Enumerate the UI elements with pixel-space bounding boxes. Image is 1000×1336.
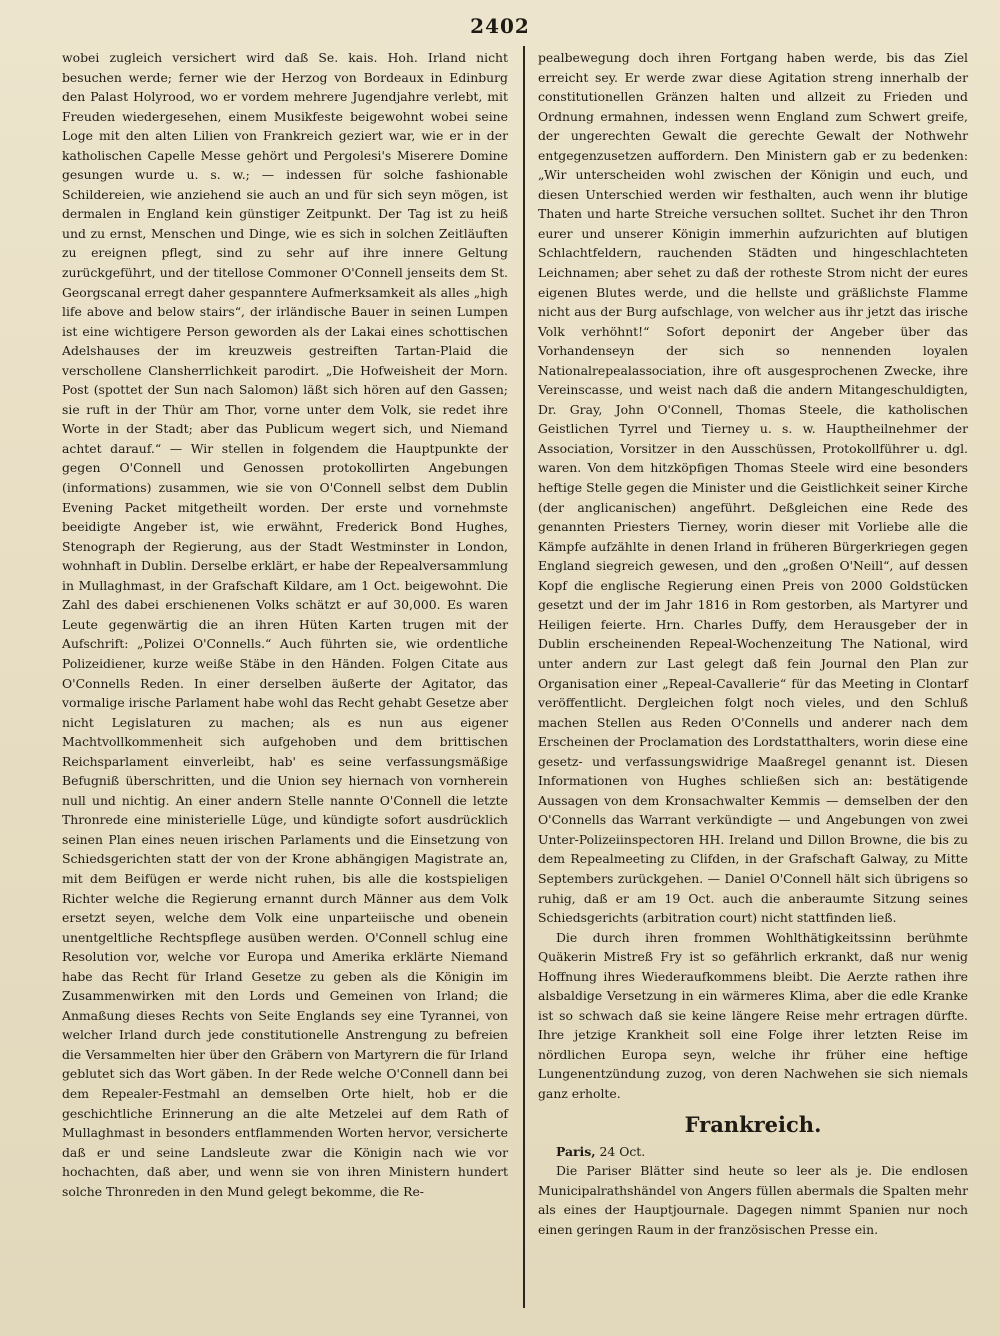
page-number: 2402 xyxy=(470,14,530,38)
article-paragraph: Die durch ihren frommen Wohlthätigkeitssinn berühmte Quäkerin Mistreß Fry ist so gefährlich erkrankt, daß nur wenig Hoffnung ihres Wiederaufkommens bleibt. Die Aerzte rathen ihre alsbaldige Versetzung in ein wärmeres Klima, aber die edle Kranke ist so schwach daß sie keine längere Reise mehr ertragen dürfte. Ihre jetzige Krankheit soll eine Folge ihrer letzten Reise im nördlichen Europa seyn, welche ihr früher eine heftige Lungenentzündung zuzog, von deren Nachwehen sie sich niemals ganz erholte. xyxy=(538,929,968,1101)
dateline xyxy=(538,1142,968,1162)
dateline-date: 24 Oct. xyxy=(595,1143,646,1159)
left-column xyxy=(62,48,508,1201)
right-column xyxy=(538,48,968,1239)
dateline-place: Paris, xyxy=(556,1143,596,1159)
section-heading: Frankreich. xyxy=(684,1111,822,1137)
column-divider xyxy=(523,46,525,1308)
article-paragraph: Die Pariser Blätter sind heute so leer als je. Die endlosen Municipalrathshändel von Angers füllen abermals die Spalten mehr als eines der Hauptjournale. Dagegen nimmt Spanien nur noch einen geringen Raum in der französischen Presse ein. xyxy=(538,1163,968,1237)
article-paragraph: pealbewegung doch ihren Fortgang haben werde, bis das Ziel erreicht sey. Er werde zwar diese Agitation streng innerhalb der constitutionellen Gränzen halten und allzeit zu Frieden und Ordnung ermahnen, indessen wenn England zum Schwert greife, der ungerechten Gewalt die gerechte Gewalt der Nothwehr entgegenzusetzen auffordern. Den Ministern gab er zu bedenken: „Wir unterscheiden wohl zwischen der Königin und euch, und diesen Unterschied werden wir festhalten, auch wenn ihr blutige Thaten und harte Streiche versuchen solltet. Suchet ihr den Thron eurer und unserer Königin immerhin aufzurichten auf blutigen Schlachtfeldern, rauchenden Städten und hingeschlachteten Leichnamen; aber sehet zu daß der rotheste Strom nicht der eures eigenen Blutes werde, und die hellste und gräßlichste Flamme nicht aus der Burg aufschlage, von welcher aus ihr jetzt das irische Volk verhöhnt!“ Sofort deponirt der Angeber über das Vorhandenseyn der sich so nennenden loyalen Nationalrepealassociation, ihre oft ausgesprochenen Zwecke, ihre Vereinscasse, und weist nach daß die andern Mitangeschuldigten, Dr. Gray, John O'Connell, Thomas Steele, die katholischen Geistlichen Tyrrel und Tierney u. s. w. Hauptheilnehmer der Association, Vorsitzer in den Ausschüssen, Protokollführer u. dgl. waren. Von dem hitzköpfigen Thomas Steele wird eine besonders heftige Stelle gegen die Minister und die Geistlichkeit seiner Kirche (der anglicanischen) angeführt. Deßgleichen eine Rede des genannten Priesters Tierney, worin dieser mit Vorliebe alle die Kämpfe aufzählte in denen Irland in früheren Bürgerkriegen gegen England siegreich gewesen, und den „großen O'Neill“, auf dessen Kopf die englische Regierung einen Preis von 2000 Goldstücken gesetzt und der im Jahr 1816 in Rom gestorben, als Martyrer und Heiligen feierte. Hrn. Charles Duffy, dem Herausgeber der in Dublin erscheinenden Repeal-Wochenzeitung The National, wird unter andern zur Last gelegt daß fein Journal den Plan zur Organisation einer „Repeal-Cavallerie“ für das Meeting in Clontarf veröffentlicht. Dergleichen folgt noch vieles, und den Schluß machen Stellen aus Reden O'Connells und anderer nach dem Erscheinen der Proclamation des Lordstatthalters, worin diese eine gesetz- und verfassungswidrige Maaßregel genannt ist. Diesen Informationen von Hughes schließen sich an: bestätigende Aussagen von dem Kronsachwalter Kemmis — demselben der den O'Connells das Warrant verkündigte — und Angebungen von zwei Unter-Polizeiinspectoren HH. Ireland und Dillon Browne, die bis zu dem Repealmeeting zu Clifden, in der Grafschaft Galway, zu Mitte Septembers zurückgehen. — Daniel O'Connell hält sich übrigens so ruhig, daß er am 19 Oct. auch die anberaumte Sitzung seines Schiedsgerichts (arbitration court) nicht stattfinden ließ. xyxy=(538,50,968,926)
article-paragraph: wobei zugleich versichert wird daß Se. kais. Hoh. Irland nicht besuchen werde; ferner wie der Herzog von Bordeaux in Edinburg den Palast Holyrood, wo er vordem mehrere Jugendjahre verlebt, mit Freuden wiedergesehen, einem Musikfeste beigewohnt wobei seine Loge mit den alten Lilien von Frankreich geziert war, wie er in der katholischen Capelle Messe gehört und Pergolesi's Miserere Domine gesungen wurde u. s. w.; — indessen für solche fashionable Schildereien, wie anziehend sie auch an und für sich seyn mögen, ist dermalen in England kein günstiger Zeitpunkt. Der Tag ist zu heiß und zu ernst, Menschen und Dinge, wie es sich in solchen Zeitläuften zu ereignen pflegt, sind zu sehr auf ihre innere Geltung zurückgeführt, und der titellose Commoner O'Connell jenseits dem St. Georgscanal erregt daher gespanntere Aufmerksamkeit als alles „high life above and below stairs“, der irländische Bauer in seinen Lumpen ist eine wichtigere Person geworden als der Lakai eines schottischen Adelshauses der im kreuzweis gestreiften Tartan-Plaid die verschollene Clansherrlichkeit parodirt. „Die Hofweisheit der Morn. Post (spottet der Sun nach Salomon) läßt sich hören auf den Gassen; sie ruft in der Thür am Thor, vorne unter dem Volk, sie redet ihre Worte in der Stadt; aber das Publicum wegert sich, und Niemand achtet darauf.“ — Wir stellen in folgendem die Hauptpunkte der gegen O'Connell und Genossen protokollirten Angebungen (informations) zusammen, wie sie von O'Connell selbst dem Dublin Evening Packet mitgetheilt worden. Der erste und vornehmste beeidigte Angeber ist, wie erwähnt, Frederick Bond Hughes, Stenograph der Regierung, aus der Stadt Westminster in London, wohnhaft in Dublin. Derselbe erklärt, er habe der Repealversammlung in Mullaghmast, in der Grafschaft Kildare, am 1 Oct. beigewohnt. Die Zahl des dabei erschienenen Volks schätzt er auf 30,000. Es waren Leute gegenwärtig die an ihren Hüten Karten trugen mit der Aufschrift: „Polizei O'Connells.“ Auch führten sie, wie ordentliche Polizeidiener, kurze weiße Stäbe in den Händen. Folgen Citate aus O'Connells Reden. In einer derselben äußerte der Agitator, das vormalige irische Parlament habe wohl das Recht gehabt Gesetze aber nicht Legislaturen zu machen; als es nun aus eigener Machtvollkommenheit sich aufgehoben und dem brittischen Reichsparlament einverleibt, hab' es seine verfassungsmäßige Befugniß überschritten, und die Union sey hiernach von vornherein null und nichtig. An einer andern Stelle nannte O'Connell die letzte Thronrede eine ministerielle Lüge, und kündigte sofort ausdrücklich seinen Plan eines neuen irischen Parlaments und die Einsetzung von Schiedsgerichten statt der von der Krone abhängigen Magistrate an, mit dem Beifügen er werde nicht ruhen, bis alle die kostspieligen Richter welche die Regierung ernannt durch Männer aus dem Volk ersetzt seyen, welche dem Volk eine unparteiische und obenein unentgeltliche Rechtspflege ausüben werden. O'Connell schlug eine Resolution vor, welche vor Europa und Amerika erklärte Niemand habe das Recht für Irland Gesetze zu geben als die Königin im Zusammenwirken mit den Lords und Gemeinen von Irland; die Anmaßung dieses Rechts von Seite Englands sey eine Tyrannei, von welcher Irland durch jede constitutionelle Anstrengung zu befreien die Versammelten hier über den Gräbern von Martyrern die für Irland geblutet sich das Wort gäben. In der Rede welche O'Connell dann bei dem Repealer-Festmahl an demselben Orte hielt, hob er die geschichtliche Erinnerung an die alte Metzelei auf dem Rath of Mullaghmast in besonders entflammenden Worten hervor, versicherte daß er und seine Landsleute zwar die Königin nach wie vor hochachten, daß aber, und wenn sie von ihren Ministern hundert solche Thronreden in den Mund gelegt bekomme, die Re- xyxy=(62,50,508,1199)
